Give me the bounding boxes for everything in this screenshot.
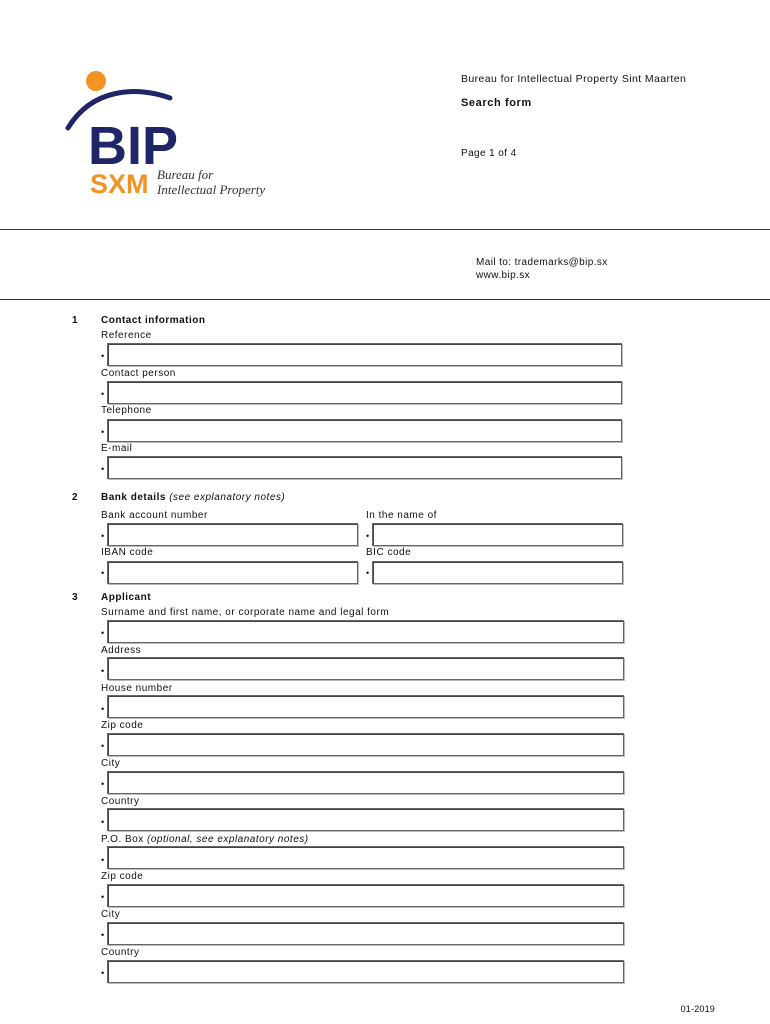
- field-bullet: •: [101, 666, 105, 676]
- email-field[interactable]: [107, 456, 622, 479]
- field-bullet: •: [101, 351, 105, 361]
- iban-field[interactable]: [107, 561, 358, 584]
- section-title-text: Applicant: [101, 592, 152, 603]
- telephone-field[interactable]: [107, 419, 622, 442]
- logo-tagline-line2: Intellectual Property: [157, 182, 266, 197]
- po-box-note: (optional, see explanatory notes): [147, 834, 309, 845]
- field-bullet: •: [366, 568, 370, 578]
- field-bullet: •: [101, 628, 105, 638]
- in-name-of-label: In the name of: [366, 510, 437, 521]
- bic-label: BIC code: [366, 547, 412, 558]
- country-field[interactable]: [107, 808, 624, 831]
- applicant-name-field[interactable]: [107, 620, 624, 643]
- field-bullet: •: [101, 704, 105, 714]
- logo-sub-text: SXM: [90, 169, 149, 199]
- organization-name: Bureau for Intellectual Property Sint Maarten: [461, 73, 687, 85]
- field-bullet: •: [101, 427, 105, 437]
- field-bullet: •: [101, 531, 105, 541]
- country-label: Country: [101, 796, 140, 807]
- logo-orange-dot: [86, 71, 106, 91]
- reference-field[interactable]: [107, 343, 622, 366]
- field-bullet: •: [101, 389, 105, 399]
- bank-account-field[interactable]: [107, 523, 358, 546]
- contact-person-label: Contact person: [101, 368, 176, 379]
- field-bullet: •: [101, 464, 105, 474]
- section-title: [101, 315, 206, 326]
- field-bullet: •: [101, 568, 105, 578]
- field-bullet: •: [101, 741, 105, 751]
- house-number-field[interactable]: [107, 695, 624, 718]
- po-zip-code-label: Zip code: [101, 871, 144, 882]
- po-box-label: [101, 834, 309, 845]
- field-bullet: •: [366, 531, 370, 541]
- email-label: E-mail: [101, 443, 133, 454]
- mail-to: Mail to: trademarks@bip.sx: [476, 257, 608, 268]
- address-field[interactable]: [107, 657, 624, 680]
- section-number: 2: [72, 492, 78, 503]
- section-title-text: Bank details: [101, 492, 166, 503]
- section-title: [101, 592, 151, 603]
- section-title-text: Contact information: [101, 315, 206, 326]
- po-box-label-text: P.O. Box: [101, 834, 144, 845]
- logo-tagline-line1: Bureau for: [157, 167, 214, 182]
- section-number: 3: [72, 592, 78, 603]
- field-bullet: •: [101, 892, 105, 902]
- website: www.bip.sx: [476, 270, 531, 281]
- form-title: Search form: [461, 97, 532, 109]
- field-bullet: •: [101, 817, 105, 827]
- bic-field[interactable]: [372, 561, 623, 584]
- page-indicator: Page 1 of 4: [461, 148, 517, 159]
- section-title-note: (see explanatory notes): [169, 492, 286, 503]
- contact-person-field[interactable]: [107, 381, 622, 404]
- form-version: 01-2019: [680, 1004, 715, 1014]
- address-label: Address: [101, 645, 142, 656]
- telephone-label: Telephone: [101, 405, 152, 416]
- iban-label: IBAN code: [101, 547, 154, 558]
- po-city-label: City: [101, 909, 121, 920]
- bip-sxm-logo: [62, 68, 277, 203]
- field-bullet: •: [101, 855, 105, 865]
- zip-code-field[interactable]: [107, 733, 624, 756]
- section-title: [101, 492, 285, 503]
- po-country-label: Country: [101, 947, 140, 958]
- po-city-field[interactable]: [107, 922, 624, 945]
- section-number: 1: [72, 315, 78, 326]
- po-country-field[interactable]: [107, 960, 624, 983]
- field-bullet: •: [101, 968, 105, 978]
- zip-code-label: Zip code: [101, 720, 144, 731]
- top-divider: [0, 229, 770, 230]
- logo-main-text: BIP: [88, 116, 179, 176]
- field-bullet: •: [101, 930, 105, 940]
- reference-label: Reference: [101, 330, 152, 341]
- in-name-of-field[interactable]: [372, 523, 623, 546]
- applicant-name-label: Surname and first name, or corporate name and legal form: [101, 607, 390, 618]
- city-field[interactable]: [107, 771, 624, 794]
- po-box-field[interactable]: [107, 846, 624, 869]
- house-number-label: House number: [101, 683, 173, 694]
- field-bullet: •: [101, 779, 105, 789]
- po-zip-code-field[interactable]: [107, 884, 624, 907]
- bank-account-label: Bank account number: [101, 510, 208, 521]
- bottom-divider: [0, 299, 770, 300]
- city-label: City: [101, 758, 121, 769]
